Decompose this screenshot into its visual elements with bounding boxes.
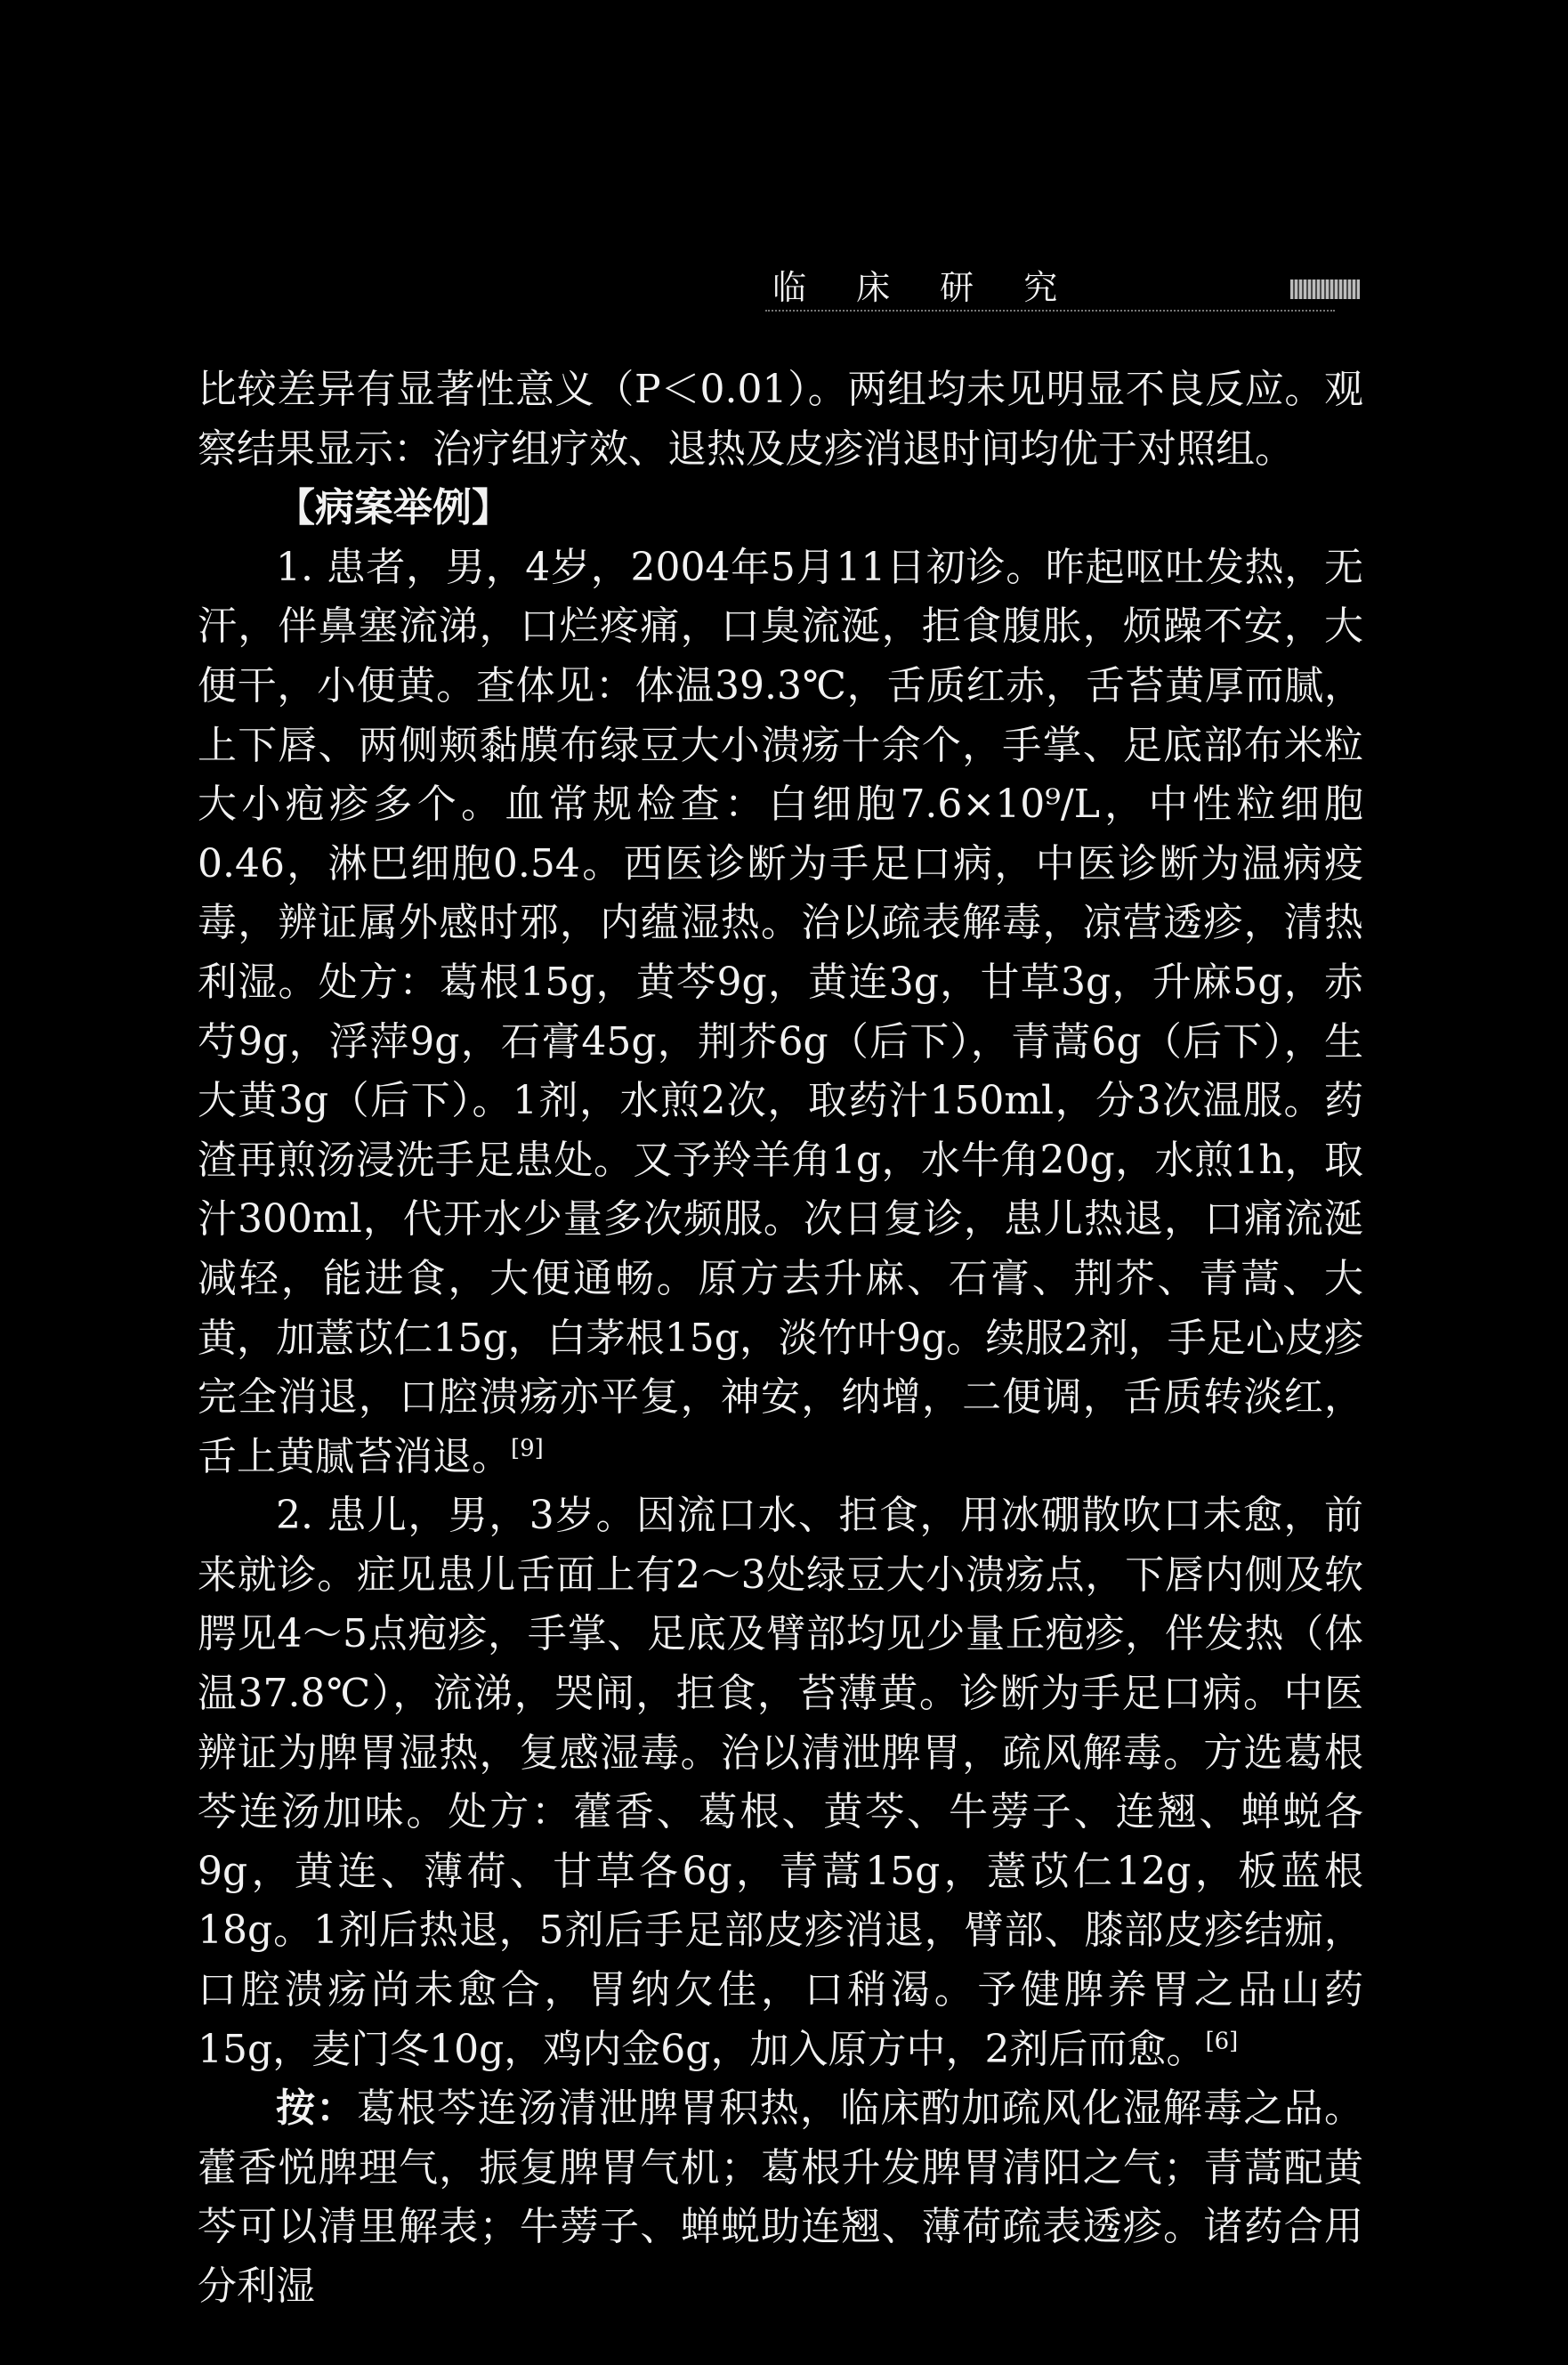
- note-paragraph: [198, 2079, 1363, 2316]
- intro-paragraph: 比较差异有显著性意义（P＜0.01）。两组均未见明显不良反应。观察结果显示：治疗组疗效、退热及皮疹消退时间均优于对照组。: [198, 367, 1363, 472]
- header-logo-mark: [1290, 279, 1360, 299]
- case-1-paragraph: [198, 539, 1363, 1487]
- note-label: 按：: [276, 2086, 357, 2132]
- running-head: 临 床 研 究: [772, 268, 1078, 307]
- case-1-citation: [9]: [511, 1435, 544, 1462]
- section-heading: 【病案举例】: [276, 485, 511, 531]
- case-2-text: 2. 患儿，男，3岁。因流口水、拒食，用冰硼散吹口未愈，前来就诊。症见患儿舌面上有2～3处绿豆大小溃疡点，下唇内侧及软腭见4～5点疱疹，手掌、足底及臂部均见少量丘疱疹，伴发热（体温37.8℃），流涕，哭闹，拒食，苔薄黄。诊断为手足口病。中医辨证为脾胃湿热，复感湿毒。治以清泄脾胃，疏风解毒。方选葛根芩连汤加味。处方：藿香、葛根、黄芩、牛蒡子、连翘、蝉蜕各9g，黄连、薄荷、甘草各6g，青蒿15g，薏苡仁12g，板蓝根18g。1剂后热退，5剂后手足部皮疹消退，臂部、膝部皮疹结痂，口腔溃疡尚未愈合，胃纳欠佳，口稍渴。予健脾养胃之品山药15g，麦门冬10g，鸡内金6g，加入原方中，2剂后而愈。: [198, 1493, 1363, 2072]
- case-2-paragraph: [198, 1486, 1363, 2079]
- note-text: 葛根芩连汤清泄脾胃积热，临床酌加疏风化湿解毒之品。藿香悦脾理气，振复脾胃气机；葛根升发脾胃清阳之气；青蒿配黄芩可以清里解表；牛蒡子、蝉蜕助连翘、薄荷疏表透疹。诸药合用分利湿: [198, 2086, 1364, 2309]
- case-1-text: 1. 患者，男，4岁，2004年5月11日初诊。昨起呕吐发热，无汗，伴鼻塞流涕，口烂疼痛，口臭流涎，拒食腹胀，烦躁不安，大便干，小便黄。查体见：体温39.3℃，舌质红赤，舌苔黄厚而腻，上下唇、两侧颊黏膜布绿豆大小溃疡十余个，手掌、足底部布米粒大小疱疹多个。血常规检查：白细胞7.6×10⁹/L，中性粒细胞0.46，淋巴细胞0.54。西医诊断为手足口病，中医诊断为温病疫毒，辨证属外感时邪，内蕴湿热。治以疏表解毒，凉营透疹，清热利湿。处方：葛根15g，黄芩9g，黄连3g，甘草3g，升麻5g，赤芍9g，浮萍9g，石膏45g，荆芥6g（后下），青蒿6g（后下），生大黄3g（后下）。1剂，水煎2次，取药汁150ml，分3次温服。药渣再煎汤浸洗手足患处。又予羚羊角1g，水牛角20g，水煎1h，取汁300ml，代开水少量多次频服。次日复诊，患儿热退，口痛流涎减轻，能进食，大便通畅。原方去升麻、石膏、荆芥、青蒿、大黄，加薏苡仁15g，白茅根15g，淡竹叶9g。续服2剂，手足心皮疹完全消退，口腔溃疡亦平复，神安，纳增，二便调，舌质转淡红，舌上黄腻苔消退。: [198, 544, 1363, 1479]
- page-header: [0, 260, 1568, 313]
- case-2-citation: [6]: [1205, 2027, 1239, 2054]
- page-body: [198, 360, 1363, 2317]
- header-rule: [765, 310, 1335, 312]
